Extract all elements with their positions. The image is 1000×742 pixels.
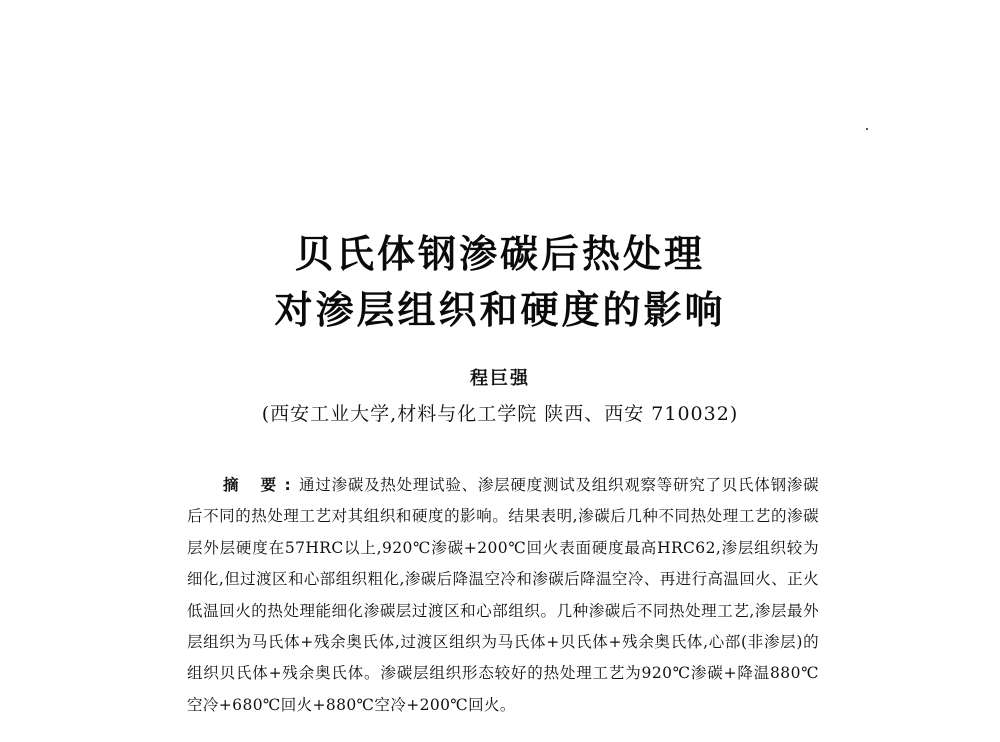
abstract-label: 摘 要: — [223, 476, 299, 494]
scan-speck — [866, 128, 868, 130]
abstract-paragraph — [187, 470, 819, 721]
paper-title-line-2: 对渗层组织和硬度的影响 — [274, 288, 726, 332]
author-affiliation: (西安工业大学,材料与化工学院 陕西、西安 710032) — [261, 403, 739, 425]
paper-title-line-1: 贝氏体钢渗碳后热处理 — [294, 232, 705, 276]
abstract-text: 通过渗碳及热处理试验、渗层硬度测试及组织观察等研究了贝氏体钢渗碳后不同的热处理工艺对其组织和硬度的影响。结果表明,渗碳后几种不同热处理工艺的渗碳层外层硬度在57HRC以上,920℃渗碳+200℃回火表面硬度最高HRC62,渗层组织较为细化,但过渡区和心部组织粗化,渗碳后降温空冷和渗碳后降温空冷、再进行高温回火、正火低温回火的热处理能细化渗碳层过渡区和心部组织。几种渗碳后不同热处理工艺,渗层最外层组织为马氏体+残余奥氏体,过渡区组织为马氏体+贝氏体+残余奥氏体,心部(非渗层)的组织贝氏体+残余奥氏体。渗碳层组织形态较好的热处理工艺为920℃渗碳+降温880℃空冷+680℃回火+880℃空冷+200℃回火。 — [187, 476, 819, 714]
author-name: 程巨强 — [470, 368, 530, 389]
